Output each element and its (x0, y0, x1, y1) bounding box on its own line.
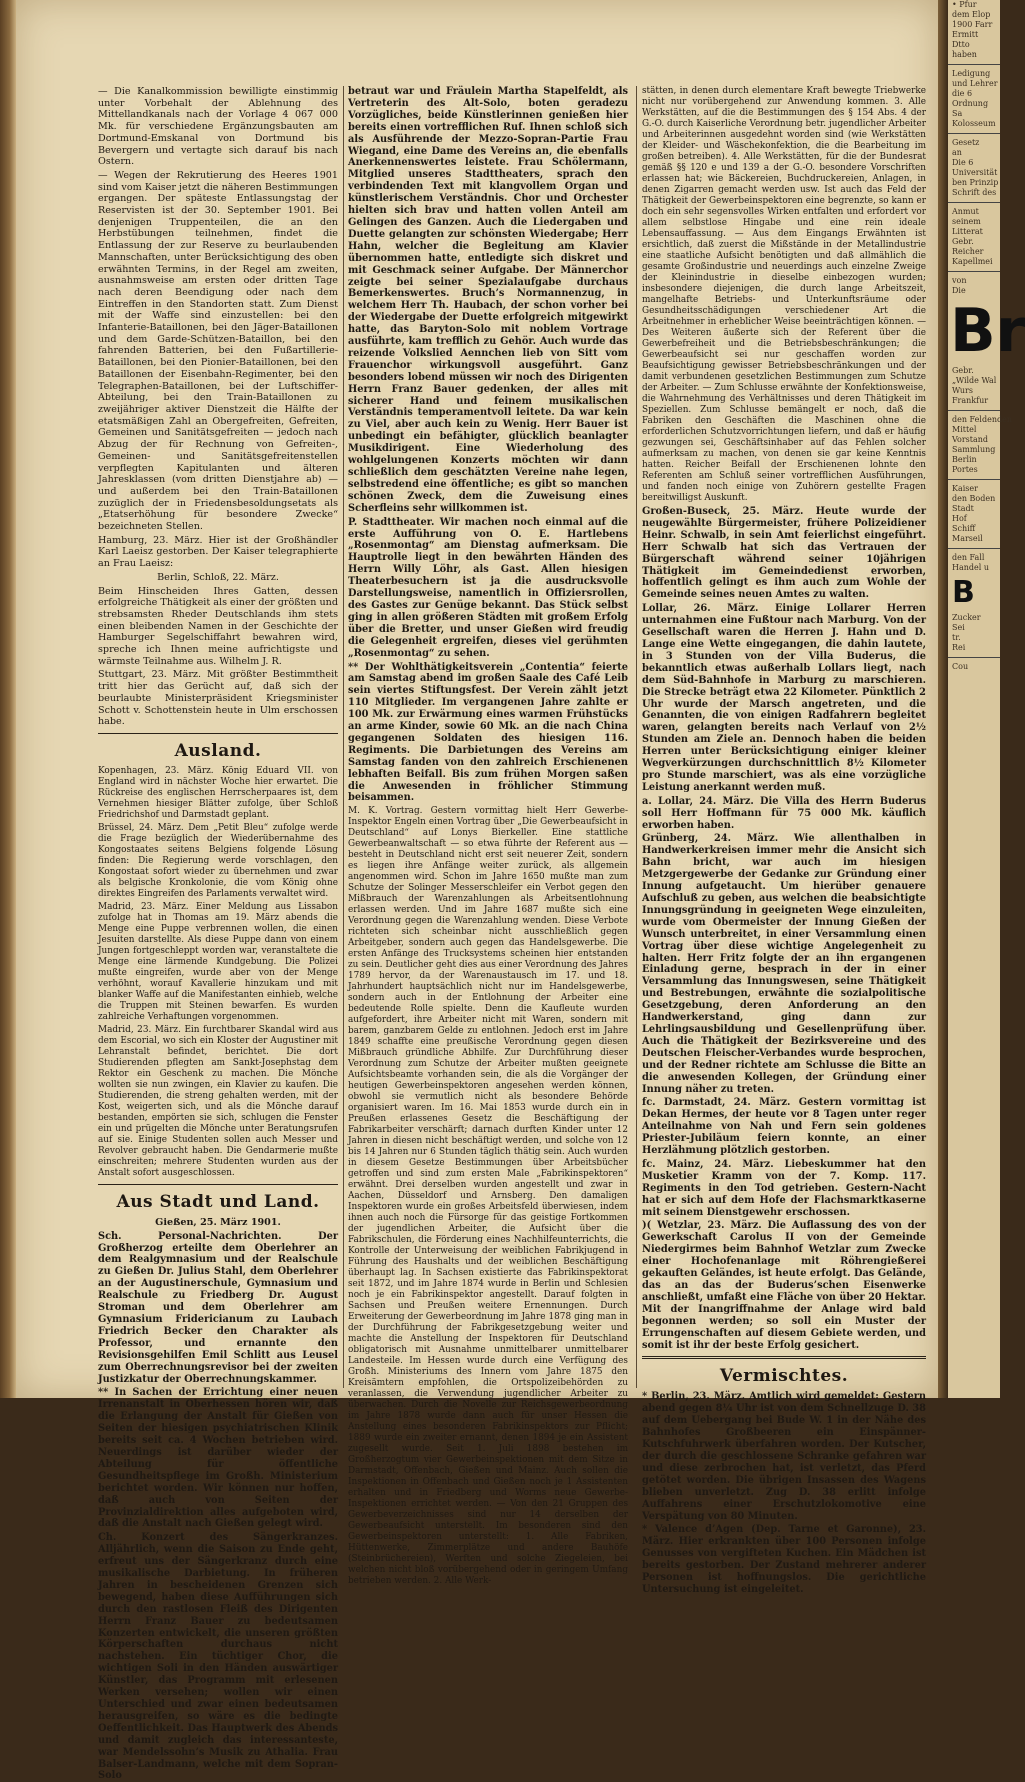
article-kopenhagen: Kopenhagen, 23. März. König Eduard VII. von England wird in nächster Woche hier erwartet. Die Rückreise des englischen Herrscherpaares ist, dem Vernehmen hiesiger Blätter zufolge, über Schloß Friedrichshof und Darmstadt geplant. (98, 765, 338, 820)
adjacent-text-fragment: • Pfur (952, 0, 977, 9)
adjacent-ad-letters: Br (950, 296, 1025, 366)
adjacent-rule (948, 548, 1000, 549)
adjacent-text-fragment: und Lehrer (952, 79, 998, 88)
adjacent-text-fragment: die 6 (952, 89, 973, 98)
article-valence-dagen: * Valence d’Agen (Dep. Tarne et Garonne), 23. März. Hier erkrankten über 100 Personen infolge Genusses von vergifteten Kuchen. Ein Mädchen ist bereits gestorben. Der Zustand mehrerer anderer Personen ist hoffnungslos. Die gerichtliche Untersuchung ist eingeleitet. (642, 1524, 926, 1595)
adjacent-text-fragment: 1900 Farr (952, 20, 993, 29)
adjacent-text-fragment: den Fall (952, 553, 985, 562)
adjacent-text-fragment: Vorstand (952, 435, 989, 444)
adjacent-rule (948, 202, 1000, 203)
column-3 (642, 86, 926, 1595)
article-rekrutierung: — Wegen der Rekrutierung des Heeres 1901 sind vom Kaiser jetzt die näheren Bestimmungen ergangen. Der späteste Entlassungstag der Reservisten ist der 30. September 1901. Bei denjenigen Truppenteilen, die an den Herbstübungen teilnehmen, findet die Entlassung der zur Reserve zu beurlaubenden Mannschaften, unter Berücksichtigung des oben erwähnten Termins, in der Regel am zweiten, ausnahmsweise am ersten oder dritten Tage nach deren Beendigung oder nach dem Eintreffen in den Standorten statt. Zum Dienst mit der Waffe sind einzustellen: bei den Infanterie-Bataillonen, bei den Jäger-Bataillonen und dem Garde-Schützen-Bataillon, bei den fahrenden Batterien, bei den Fußartillerie-Bataillonen, bei den Pionier-Bataillonen, bei den Bataillonen der Eisenbahn-Regimenter, bei den Telegraphen-Bataillonen, bei der Luftschiffer-Abteilung, bei den Train-Bataillonen zu zweijähriger aktiver Dienstzeit die Hälfte der etatsmäßigen Zahl an Obergefreiten, Gefreiten, Gemeinen und Sanitätsgefreiten — jedoch nach Abzug der für Rechnung von Gefreiten-, Gemeinen- und Sanitätsgefreitenstellen verpflegten Kapitulanten und älteren Jahresklassen (vom dritten Dienstjahre ab) — und außerdem bei den Train-Bataillonen zuzüglich der in Friedensbesoldungsetats als „Etatserhöhung für besondere Zwecke“ bezeichneten Stellen. (98, 169, 338, 533)
adjacent-text-fragment: Hof (952, 514, 967, 523)
adjacent-text-fragment: Wurs (952, 386, 973, 395)
adjacent-text-fragment: Die (952, 286, 966, 295)
adjacent-text-fragment: Kaiser (952, 484, 978, 493)
article-stadttheater: P. Stadttheater. Wir machen noch einmal auf die erste Aufführung von O. E. Hartlebens „Rosenmontag“ am Dienstag aufmerksam. Die Hauptrolle liegt in den bewährten Händen des Herrn Willy Löhr, als Gast. Allen hiesigen Theaterbesuchern ist ja die ausdrucksvolle Darstellungsweise, namentlich in Offiziersrollen, des Gastes zur Genüge bekannt. Das Stück selbst ging in allen größeren Städten mit großem Erfolg über die Bretter, und unser Gießen wird freudig die Gelegenheit ergreifen, dieses viel gerühmten „Rosenmontag“ zu sehen. (348, 516, 628, 659)
adjacent-text-fragment: Die 6 (952, 158, 974, 167)
column-1 (98, 86, 338, 1782)
section-rule (642, 1356, 926, 1359)
article-bruessel: Brüssel, 24. März. Dem „Petit Bleu“ zufolge werde die Frage bezüglich der Wiederübernahme des Kongostaates seitens Belgiens folgende Lösung finden: Die Regierung werde vorschlagen, den Kongostaat sofort wieder zu übernehmen und zwar als belgische Kronkolonie, die vom König ohne direktes Eingreifen des Parlaments verwaltet wird. (98, 822, 338, 899)
adjacent-text-fragment: Sei (952, 623, 965, 632)
adjacent-text-fragment: Schrift des (952, 188, 997, 197)
adjacent-text-fragment: Sa (952, 109, 963, 118)
adjacent-rule (948, 410, 1000, 411)
adjacent-text-fragment: ben Prinzip (952, 178, 999, 187)
adjacent-text-fragment: dem Elop (952, 10, 991, 19)
adjacent-rule (948, 479, 1000, 480)
adjacent-text-fragment: Gebr. (952, 366, 974, 375)
section-rule (98, 1184, 338, 1185)
article-hamburg: Hamburg, 23. März. Hier ist der Großhändler Karl Laeisz gestorben. Der Kaiser telegraphierte an Frau Laeisz: (98, 534, 338, 570)
adjacent-rule (948, 64, 1000, 65)
adjacent-text-fragment: Reicher (952, 247, 984, 256)
adjacent-text-fragment: Schiff (952, 524, 976, 533)
article-contentia: ** Der Wohlthätigkeitsverein „Contentia“ feierte am Samstag abend im großen Saale des Café Leib sein viertes Stiftungsfest. Der Verein zählt jetzt 110 Mitglieder. Im vergangenen Jahre zahlte er 100 Mk. zur Erwärmung eines warmen Frühstücks an arme Kinder, sowie 60 Mk. an die nach China gegangenen Soldaten des hiesigen 116. Regiments. Die Darbietungen des Vereins am Samstag fanden von den zahlreich Erschienenen lebhaften Beifall. Bis zum frühen Morgen saßen die Anwesenden in fröhlicher Stimmung beisammen. (348, 661, 628, 804)
article-grossen-buseck: Großen-Buseck, 25. März. Heute wurde der neugewählte Bürgermeister, frühere Polizeidiener Heinr. Schwalb, in sein Amt feierlichst eingeführt. Herr Schwalb hat sich das Vertrauen der Bürgerschaft während seiner 10jährigen Thätigkeit im Gemeindedienst erworben, hoffentlich gelingt es ihm auch zum Wohle der Gemeinde seines neuen Amtes zu walten. (642, 506, 926, 601)
book-binding (0, 0, 16, 1398)
article-darmstadt: fc. Darmstadt, 24. März. Gestern vormittag ist Dekan Hermes, der heute vor 8 Tagen unter reger Anteilnahme von Nah und Fern sein goldenes Priester-Jubiläum feiern konnte, an einer Herzlähmung plötzlich gestorben. (642, 1097, 926, 1157)
adjacent-text-fragment: Litterat (952, 227, 983, 236)
adjacent-text-fragment: Sammlung (952, 445, 996, 454)
dateline-giessen: Gießen, 25. März 1901. (155, 1216, 281, 1228)
article-madrid-2: Madrid, 23. März. Ein furchtbarer Skandal wird aus dem Escorial, wo sich ein Kloster der Augustiner mit Lehranstalt befindet, berichtet. Die dort Studierenden pflegten am Sankt-Josephstag dem Rektor ein Geschenk zu machen. Die Mönche wollten sie nun zwingen, ein Klavier zu kaufen. Die Studierenden, die streng gehalten werden, mit der Kost, weigerten sich, und als die Mönche darauf bestanden, empörten sie sich, schlugen die Fenster ein und prügelten die Mönche unter Beratungsrufen auf sie. Einige Studenten sollen auch Messer und Revolver gebraucht haben. Die Gendarmerie mußte einschreiten; mehrere Studenten wurden aus der Anstalt sofort ausgeschlossen. (98, 1024, 338, 1178)
article-berlin-unfall: * Berlin, 23. März. Amtlich wird gemeldet: Gestern abend gegen 8¼ Uhr ist von dem Schnellzuge D. 38 auf dem Uebergang bei Bude W. 1 in der Nähe des Bahnhofes Großbeeren ein Einspänner-Kutschfuhrwerk überfahren worden. Der Kutscher, der durch die geschlossene Schranke gefahren war und diese zerbrochen hat, ist verletzt, das Pferd getötet worden. Die übrigen Insassen des Wagens blieben unverletzt. Zug D. 38 erlitt infolge Auffahrens einer Erschutzlokomotive eine Verspätung von 80 Minuten. (642, 1391, 926, 1522)
adjacent-text-fragment: Mittel (952, 425, 977, 434)
adjacent-ad-letter: B (952, 575, 975, 610)
article-lollar-villa: a. Lollar, 24. März. Die Villa des Herrn Buderus soll Herr Hoffmann für 75 000 Mk. käuflich erworben haben. (642, 795, 926, 831)
adjacent-page-edge (948, 0, 1025, 1398)
adjacent-text-fragment: Handel u (952, 563, 990, 572)
adjacent-text-fragment: an (952, 148, 962, 157)
adjacent-text-fragment: Portes (952, 465, 978, 474)
adjacent-text-fragment: Cou (952, 662, 969, 671)
article-personal-nachrichten: Sch. Personal-Nachrichten. Der Großherzog erteilte dem Oberlehrer an dem Realgymnasium und der Realschule zu Gießen Dr. Julius Stahl, dem Oberlehrer an der Augustinerschule, Gymnasium und Realschule zu Friedberg Dr. August Stroman und dem Oberlehrer am Gymnasium Fridericianum zu Laubach Friedrich Becker den Charakter als Professor, und ernannte den Revisionsgehilfen Emil Schlitt aus Leusel zum Oberrechnungsrevisor bei der zweiten Justizkatur der Oberrechnungskammer. (98, 1230, 338, 1385)
article-konzert-continued: betraut war und Fräulein Martha Stapelfeldt, als Vertreterin des Alt-Solo, boten geradezu Vorzügliches, beide Künstlerinnen genießen hier bereits einen vortrefflichen Ruf. Ihnen schloß sich als Ausführende der Mezzo-Sopran-Partie Frau Wiegand, eine Dame des Vereins an, die ebenfalls Anerkennenswertes leistete. Frau Schölermann, Mitglied unseres Stadttheaters, sprach den verbindenden Text mit klangvollem Organ und künstlerischem Verständnis. Chor und Orchester hielten sich brav und hatten vollen Anteil am Gelingen des Ganzen. Auch die Liedergaben und Duette gelangten zur schönsten Wiedergabe; Herr Hahn, welcher die Begleitung am Klavier übernommen hatte, entledigte sich diskret und mit Geschmack seiner Aufgabe. Der Männerchor zeigte bei seiner Spezialaufgabe durchaus Bemerkenswertes. Bruch’s Normannenzug, in welchem Herr Th. Haubach, der schon vorher bei der Wiedergabe der Duette erfolgreich mitgewirkt hatte, das Baryton-Solo mit noblem Vortrage ausführte, kam trefflich zu Gehör. Auch wurde das reizende Volkslied Aennchen lieb von Sitt vom Frauenchor wirkungsvoll ausgeführt. Ganz besonders lobend müssen wir noch des Dirigenten Herrn Franz Bauer gedenken, der alles mit sicherer Hand und feinem musikalischen Verständnis temperamentvoll leitete. Da war kein zu Viel, aber auch kein zu Wenig. Herr Bauer ist unbedingt ein befähigter, glücklich beanlagter Musikdirigent. Eine Wiederholung des wohlgelungenen Konzerts möchten wir dann schließlich dem geschätzten Vereine nahe legen, selbstredend eine öffentliche; es gibt so manchen schönen Zweck, dem die Zuweisung eines Scherfleins sehr willkommen ist. (348, 86, 628, 514)
article-irrenanstalt: ** In Sachen der Errichtung einer neuen Irrenanstalt in Oberhessen hören wir, daß die Erlangung der Anstalt für Gießen von Seiten der hiesigen psychiatrischen Klinik bereits seit ca. 4 Wochen betrieben wird. Neuerdings ist darüber wieder der Abteilung für öffentliche Gesundheitspflege im Großh. Ministerium berichtet worden. Wir können nur hoffen, daß auch von Seiten der Provinzialdirektion alles aufgeboten wird, daß die Anstalt nach Gießen gelegt wird. (98, 1387, 338, 1530)
article-mainz: fc. Mainz, 24. März. Liebeskummer hat den Musketier Kramm von der 7. Komp. 117. Regiments in den Tod getrieben. Gestern-Nacht hat er sich auf dem Hofe der Flachsmarktkaserne mit seinem Dienstgewehr erschossen. (642, 1158, 926, 1218)
heading-ausland: Ausland. (174, 740, 262, 761)
adjacent-text-fragment: Ledigung (952, 69, 991, 78)
adjacent-text-fragment: Rei (952, 643, 966, 652)
article-vortrag-gewerbeaufsicht: M. K. Vortrag. Gestern vormittag hielt Herr Gewerbe-Inspektor Engeln einen Vortrag über „Die Gewerbeaufsicht in Deutschland“ auf Lonys Bierkeller. Eine stattliche Gewerbeanwaltschaft — so etwa führte der Referent aus — besteht in Deutschland nicht erst seit neuerer Zeit, sondern es liegen ihre Anfänge weiter zurück, als allgemein angenommen wird. Schon im Jahre 1650 mußte man zum Schutze der Solinger Messerschleifer ein Verbot gegen den Mißbrauch der Warenzahlungen als Arbeitsentlohnung erlassen werden. Und im Jahre 1687 mußte sich eine Verordnung gegen die Warenzahlung wenden. Diese Verbote richteten sich scheinbar nicht ausschließlich gegen Arbeitgeber, sondern auch gegen das Handelsgewerbe. Die ersten Anfänge des Trucksystems scheinen hier entstanden zu sein. Deutlicher geht dies aus einer Verordnung des Jahres 1789 hervor, da der Warenaustausch im 17. und 18. Jahrhundert hauptsächlich nicht nur im Handelsgewerbe, sondern auch in der Entlohnung der Arbeiter eine bedeutende Rolle spielte. Denn die Kaufleute wurden aufgefordert, ihre Arbeiter nicht mit Waren, sondern mit barem, ganzbarem Gelde zu entlohnen. Jedoch erst im Jahre 1849 schaffte eine preußische Verordnung gegen diesen Mißbrauch gründliche Abhilfe. Zur Durchführung dieser Verordnung zum Schutze der Arbeiter mußten geeignete Aufsichtsbeamte vorhanden sein, die als die Vorgänger der heutigen Gewerbeinspektoren angesehen werden können, obwohl sie vermutlich nicht als besondere Behörde organisiert waren. Im 16. Mai 1853 wurde durch ein in Preußen erlassenes Gesetz die Beschäftigung der Fabrikarbeiter verschärft; darnach durften Kinder unter 12 Jahren in diesen nicht beschäftigt werden, und solche von 12 bis 14 Jahren nur 6 Stunden täglich thätig sein. Auch wurden in diesem Gesetze Bestimmungen über Arbeitsbücher getroffen und sind zum ersten Male „Fabrikinspektoren“ erwähnt. Drei derselben wurden angestellt und zwar in Aachen, Düsseldorf und Arnsberg. Den damaligen Inspektoren wurde ein großes Arbeitsfeld überwiesen, indem ihnen auch noch die Fürsorge für das geistige Fortkommen der jugendlichen Arbeiter, die Aufsicht über die Fabrikschulen, die Förderung eines Nachhilfeunterrichts, die Kontrolle der Unterweisung der weiblichen Fabrikjugend in Führung des Haushalts und der weiblichen Beschäftigung überhaupt lag. In Sachsen existierte das Fabrikinspektorat seit 1872, und im Jahre 1874 wurde in Berlin und Schlesien noch je ein Fabrikinspektor angestellt. Darauf folgten in Sachsen und Preußen weitere Ernennungen. Durch Erweiterung der Gewerbeordnung im Jahre 1878 ging man in der Durchführung der Fabrikgesetzgebung weiter und machte die Anstellung der Inspektoren für Deutschland obligatorisch mit Ausnahme unmittelbarer unmittelbarer Landesteile. Im Hessen wurde durch eine Verfügung des Großh. Ministeriums des Innern vom Jahre 1875 den Kreisämtern empfohlen, die Ortspolizeibehörden zu veranlassen, die Verwendung jugendlicher Arbeiter zu überwachen. Durch die Novelle zur Reichsgewerbeordnung im Jahre 1878 wurde dann auch für unser Hessen die Anstellung eines besonderen Fabrikinspektors zur Pflicht; 1889 wurde ein zweiter ernannt, denen 1894 je ein Assistent zugesellt wurde. Seit 1. Juli 1898 bestehen im Großherzogtum vier Gewerbeinspektionen mit dem Sitze in Darmstadt, Offenbach, Gießen und Mainz. Auch sollen die Inspektionen in Offenbach und Gießen noch je 1 Assistenten erhalten und in Friedberg und Worms neue Gewerbe-Inspektionen errichtet werden. — Von den 21 Gruppen des Gewerbeverzeichnisses sind nur 14 derselben der Gewerbeaufsicht unterstellt. Im besonderen sind den Gewerbeinspektoren unterstellt: 1. Alle Fabriken, Hüttenwerke, Zimmerplätze und andere Bauhöfe (Steinbrüchereien), Werften und solche Ziegeleien, bei welchen nicht bloß vorübergehend oder in geringem Umfang betrieben werden. 2. Alle Werk- (348, 806, 628, 1587)
page-gutter (938, 0, 948, 1398)
article-saengerkranz: Ch. Konzert des Sängerkranzes. Alljährlich, wenn die Saison zu Ende geht, erfreut uns der Sängerkranz durch eine musikalische Darbietung. In früheren Jahren in bescheidenen Grenzen sich bewegend, haben diese Aufführungen sich durch den rastlosen Fleiß des Dirigenten Herrn Franz Bauer zu bedeutsamen Konzerten entwickelt, die unseren größten Körperschaften durchaus nicht nachstehen. Ein tüchtiger Chor, die wichtigen Soli in den Händen auswärtiger Künstler, das Programm mit erlesenen Werken versehen; wollen wir einen Unterschied und zwar einen bedeutsamen herausgreifen, so wäre es die bedingte Oeffentlichkeit. Das Hauptwerk des Abends und damit zugleich das interessanteste, war Mendelssohn’s Musik zu Athalia. Frau Balser-Landmann, welche mit dem Sopran-Solo (98, 1532, 338, 1782)
adjacent-text-fragment: haben (952, 50, 977, 59)
adjacent-rule (948, 271, 1000, 272)
adjacent-text-fragment: Dtto (952, 40, 970, 49)
adjacent-text-fragment: Universität (952, 168, 998, 177)
article-madrid-1: Madrid, 23. März. Einer Meldung aus Lissabon zufolge hat in Thomas am 19. März abends die Menge eine Puppe verbrennen wollen, die einen Jesuiten darstellte. Als diese Puppe dann von einem Jungen fortgeschleppt worden war, veranstaltete die Menge eine lärmende Kundgebung. Die Polizei mußte eingreifen, wurde aber von der Menge verhöhnt, worauf Kavallerie hinzukam und mit blanker Waffe auf die Manifestanten einhieb, welche die Truppen mit Steinen bewarfen. Es wurden zahlreiche Verhaftungen vorgenommen. (98, 901, 338, 1022)
adjacent-text-fragment: den Boden (952, 494, 996, 503)
adjacent-text-fragment: von (952, 276, 967, 285)
adjacent-text-fragment: Zucker (952, 613, 981, 622)
column-divider (636, 86, 637, 1388)
adjacent-text-fragment: Marseil (952, 534, 983, 543)
telegram-dateline: Berlin, Schloß, 22. März. (157, 571, 279, 583)
adjacent-text-fragment: Gebr. (952, 237, 974, 246)
heading-stadt-und-land: Aus Stadt und Land. (116, 1191, 320, 1212)
adjacent-text-fragment: tr. (952, 633, 961, 642)
adjacent-text-fragment: Kolosseum (952, 119, 996, 128)
adjacent-text-fragment: Anmut (952, 207, 979, 216)
adjacent-text-fragment: den Feldenden (952, 415, 1012, 424)
adjacent-rule (948, 133, 1000, 134)
adjacent-text-fragment: Gesetz (952, 138, 980, 147)
adjacent-rule (948, 657, 1000, 658)
adjacent-text-fragment: Berlin (952, 455, 977, 464)
adjacent-text-fragment: seinem (952, 217, 981, 226)
adjacent-text-fragment: Ordnung (952, 99, 989, 108)
article-gruenberg: Grünberg, 24. März. Wie allenthalben in Handwerkerkreisen immer mehr die Ansicht sich Bahn bricht, war auch im hiesigen Metzgergewerbe der Gedanke zur Gründung einer Innung aufgetaucht. Um hierüber genauere Aufschluß zu geben, aus welchen die beabsichtigte Innungsgründung in geeigneten Wege einzuleiten, wurde vom Obermeister der Innung Gießen der Wunsch unterbreitet, in einer Versammlung einen Vortrag über diese wichtige Angelegenheit zu halten. Herr Fritz folgte der an ihn ergangenen Einladung gerne, besprach in der in einer Versammlung das Innungswesen, seine Thätigkeit und Bestrebungen, erwähnte die sozialpolitische Gesetzgebung, deren Anforderung an den Handwerkerstand, ging dann zur Lehrlingsausbildung und Gesellenprüfung über. Auch die Thätigkeit der Bezirksvereine und des Deutschen Fleischer-Verbandes wurde besprochen, und der Redner richtete am Schlusse die Bitte an die anwesenden Kollegen, der Gründung einer Innung näher zu treten. (642, 833, 926, 1095)
article-stuttgart: Stuttgart, 23. März. Mit größter Bestimmtheit tritt hier das Gerücht auf, daß sich der beurlaubte Ministerpräsident Kriegsminister Schott v. Schottenstein heute in Ulm erschossen habe. (98, 669, 338, 728)
article-vortrag-continued: stätten, in denen durch elementare Kraft bewegte Triebwerke nicht nur vorübergehend zur Anwendung kommen. 3. Alle Werkstätten, auf die die Bestimmungen des § 154 Abs. 4 der G.-O. durch Kaiserliche Verordnung betr. jugendlicher Arbeiter und Arbeiterinnen ausgedehnt worden sind (wie Werkstätten der Kleider- und Wäschekonfektion, die die Bearbeitung im großen betreiben). 4. Alle Werkstätten, für die der Bundesrat gemäß §§ 120 e und 139 a der G.-O. besondere Vorschriften erlassen hat; wie Bäckereien, Buchdruckereien, Anlagen, in denen Zigarren gemacht werden usw. Ist auch das Feld der Thätigkeit der Gewerbeinspektoren eine begrenzte, so kann er doch ein sehr segensvolles Wirken entfalten und erfordert vor allem selbstlose Hingabe und eine rein ideale Lebensauffassung. — Aus dem Eingangs Erwähnten ist ersichtlich, daß zuerst die Mißstände in der Metallindustrie eine staatliche Aufsicht benötigten und daß allmählich die gesamte Großindustrie und neuerdings auch einzelne Zweige der Kleinindustrie in dieselbe einbezogen wurden; insbesondere diejenigen, die durch lange Arbeitszeit, mangelhafte Betriebs- und Unterkunftsräume oder Gesundheitsschädigungen verschiedener Art die Arbeitnehmer in erheblicher Weise beeinträchtigen können. — Des Weiteren äußerte sich der Referent über die Gewerbefreiheit und die Betriebsbeschränkungen; die Gewerbeaufsicht sei nur geschaffen worden zur Beaufsichtigung gewisser Betriebsbeschränkungen und der damit verbundenen gesetzlichen Bestimmungen zum Schutze der Arbeiter. — Zum Schlusse erwähnte der Konfektionsweise, die Wahrnehmung des Verhältnisses und deren Thätigkeit im Speziellen. Zum Schlusse bemängelt er noch, daß die Fabriken den Geschäften die Maschinen ohne die erforderlichen Schutzvorrichtungen liefern, und daß er häufig gezwungen sei, Geschäftsinhaber auf das Fehlen solcher aufmerksam zu machen, von denen sie gar keine Kenntnis hatten. Reicher Beifall der Erschienenen lohnte den Referenten am Schluß seiner vortrefflichen Ausführungen, und fanden noch einige von Zuhörern gestellte Fragen bereitwilligst Auskunft. (642, 86, 926, 503)
adjacent-text-fragment: „Wilde Wal (952, 376, 997, 385)
column-divider (343, 86, 344, 1388)
heading-vermischtes: Vermischtes. (719, 1366, 849, 1387)
section-rule (98, 733, 338, 734)
article-lollar-fusstour: Lollar, 26. März. Einige Lollarer Herren unternahmen eine Fußtour nach Marburg. Von der Gesellschaft waren die Herren J. Hahn und D. Lange eine Wette eingegangen, die dahin lautete, in 3 Stunden von der Villa Buderus, die bekanntlich etwas außerhalb Lollars liegt, nach dem Süd-Bahnhofe in Marburg zu marschieren. Die Strecke beträgt etwa 22 Kilometer. Pünktlich 2 Uhr wurde der Marsch angetreten, und die Genannten, die von einigen Radfahrern begleitet waren, gelangten bereits nach Verlauf von 2½ Stunden am Ziele an. Dennoch haben die beiden Herren unter Berücksichtigung einiger kleiner Wegverkürzungen durchschnittlich 8½ Kilometer pro Stunde marschiert, was als eine vorzügliche Leistung anerkannt werden muß. (642, 603, 926, 793)
adjacent-text-fragment: Ermitt (952, 30, 979, 39)
adjacent-text-fragment: Frankfur (952, 396, 989, 405)
adjacent-text-fragment: Kapellmei (952, 257, 993, 266)
column-2 (348, 86, 628, 1587)
telegram-text: Beim Hinscheiden Ihres Gatten, dessen erfolgreiche Thätigkeit als einer der größten und strebsamsten Rheder Deutschlands ihm stets einen bleibenden Namen in der Geschichte der Hamburger Segelschiffahrt bewahren wird, spreche ich Ihnen meine aufrichtigste und wärmste Teilnahme aus. Wilhelm J. R. (98, 585, 338, 667)
article-wetzlar: )( Wetzlar, 23. März. Die Auflassung des von der Gewerkschaft Carolus II von der Gemeinde Niedergirmes beim Bahnhof Wetzlar zum Zwecke einer Hochofenanlage mit Röhrengießerei gekauften Geländes, ist heute erfolgt. Das Gelände, das an das der Buderus’schen Eisenwerke anschließt, umfaßt eine Fläche von über 20 Hektar. Mit der Inangriffnahme der Anlage wird bald begonnen werden; so soll ein Muster der Errungenschaften auf diesem Gebiete werden, und somit ist ihr der beste Erfolg gesichert. (642, 1220, 926, 1351)
adjacent-text-fragment: Stadt (952, 504, 974, 513)
article-kanalkommission: — Die Kanalkommission bewilligte einstimmig unter Vorbehalt der Ablehnung des Mittellandkanals nach der Vorlage 4 067 000 Mk. für verschiedene Ergänzungsbauten am Dortmund-Emskanal von Dortmund bis Bevergern und vertagte sich darauf bis nach Ostern. (98, 86, 338, 168)
